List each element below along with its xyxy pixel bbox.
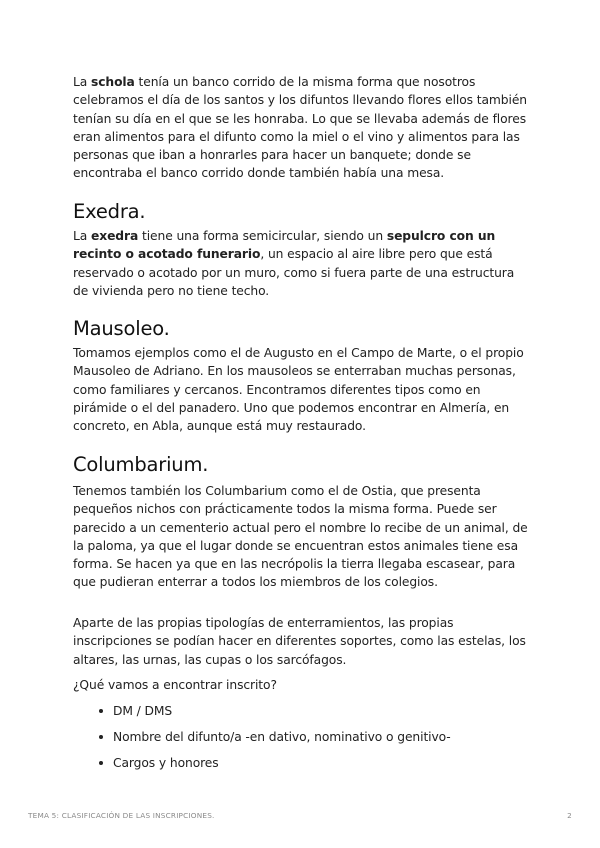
footer-title: TEMA 5: CLASIFICACIÓN DE LAS INSCRIPCIONES.	[28, 811, 215, 820]
columbarium-heading: Columbarium.	[73, 453, 209, 476]
columbarium-paragraph: Tenemos también los Columbarium como el de Ostia, que presenta pequeños nichos con prácticamente todos la misma forma. Puede ser parecido a un cementerio actual pero el nombre lo recibe de un animal, de la paloma, ya que el lugar donde se encuentran estos animales tiene esa forma. Se hacen ya que en las necrópolis la tierra llegaba escasear, para que pudieran enterrar a todos los miembros de los colegios.	[73, 484, 528, 590]
list-item: Cargos y honores	[73, 754, 533, 772]
schola-term: schola	[91, 75, 135, 89]
exedra-heading: Exedra.	[73, 200, 146, 223]
sepulcro-term: sepulcro con un recinto o acotado funerario	[73, 229, 496, 262]
page-number: 2	[567, 811, 572, 820]
aparte-paragraph: Aparte de las propias tipologías de enterramientos, las propias inscripciones se podían hacer en diferentes soportes, como las estelas, los altares, las urnas, las cupas o los sarcófagos.	[73, 616, 526, 667]
question-paragraph: ¿Qué vamos a encontrar inscrito?	[73, 678, 277, 692]
inscription-list	[73, 702, 533, 780]
bullet-icon	[99, 709, 103, 713]
exedra-paragraph: La exedra tiene una forma semicircular, siendo un sepulcro con un recinto o acotado funerario, un espacio al aire libre pero que está reservado o acotado por un muro, como si fuera parte de una estructura de vivienda pero no tiene techo.	[73, 229, 515, 298]
list-item: DM / DMS	[73, 702, 533, 720]
mausoleo-paragraph: Tomamos ejemplos como el de Augusto en el Campo de Marte, o el propio Mausoleo de Adriano. En los mausoleos se enterraban muchas personas, como familiares y cercanos. Encontramos diferentes tipos como en pirámide o el del panadero. Uno que podemos encontrar en Almería, en concreto, en Abla, aunque está muy restaurado.	[73, 346, 524, 434]
page-footer	[28, 811, 572, 820]
mausoleo-heading: Mausoleo.	[73, 317, 170, 340]
exedra-term: exedra	[91, 229, 139, 243]
schola-paragraph: La schola tenía un banco corrido de la misma forma que nosotros celebramos el día de los santos y los difuntos llevando flores ellos también tenían su día en el que se les honraba. Lo que se llevaba además de flores eran alimentos para el difunto como la miel o el vino y alimentos para las personas que iban a honrarles para hacer un banquete; donde se encontraba el banco corrido donde también había una mesa.	[73, 75, 527, 181]
bullet-icon	[99, 735, 103, 739]
bullet-icon	[99, 761, 103, 765]
list-item: Nombre del difunto/a -en dativo, nominativo o genitivo-	[73, 728, 533, 746]
